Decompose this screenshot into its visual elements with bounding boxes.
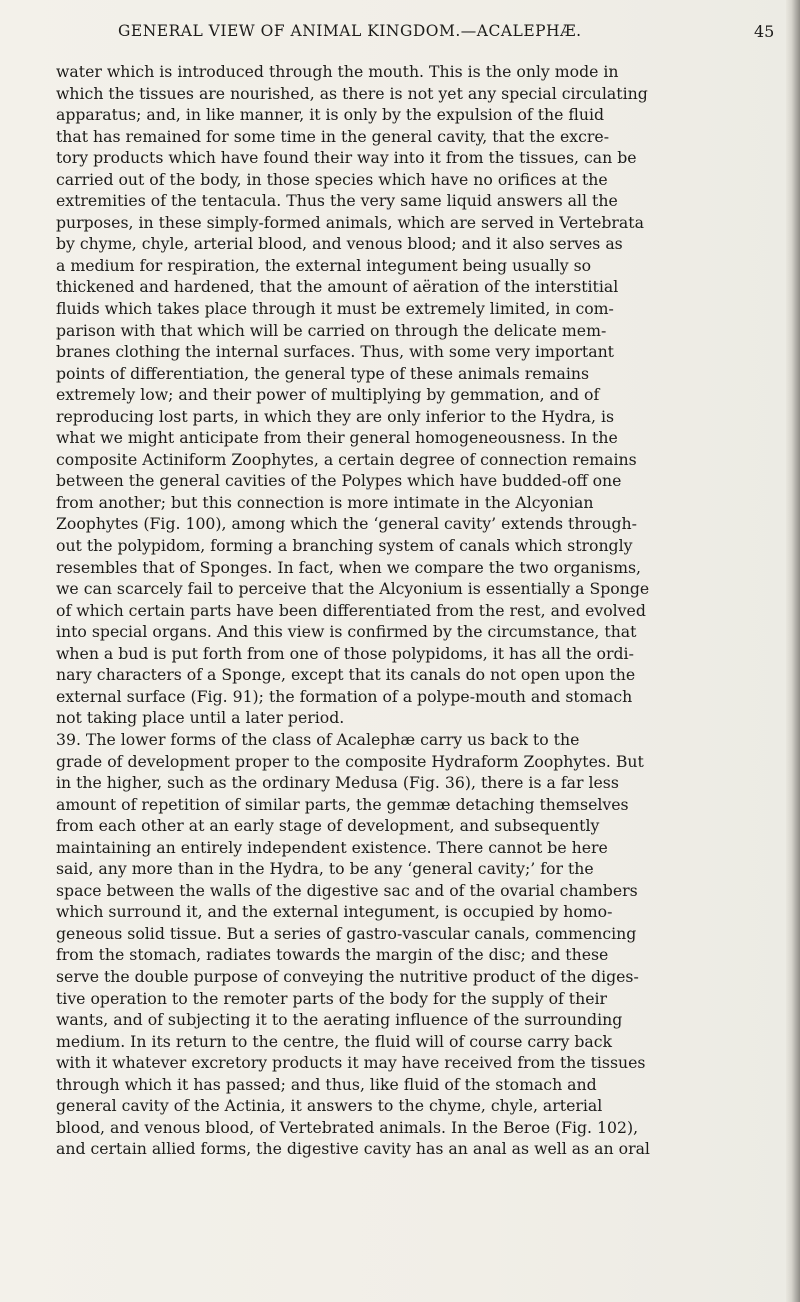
text-line: 39. The lower forms of the class of Acalephæ carry us back to the bbox=[56, 729, 580, 749]
text-line: blood, and venous blood, of Vertebrated animals. In the Beroe (Fig. 102), bbox=[56, 1117, 639, 1137]
text-line: thickened and hardened, that the amount of aëration of the interstitial bbox=[56, 277, 619, 297]
text-line: through which it has passed; and thus, like fluid of the stomach and bbox=[56, 1074, 597, 1094]
text-line: said, any more than in the Hydra, to be any ‘general cavity;’ for the bbox=[56, 859, 594, 879]
text-line: which the tissues are nourished, as there is not yet any special circulating bbox=[56, 83, 648, 103]
text-line: fluids which takes place through it must be extremely limited, in com- bbox=[56, 299, 614, 319]
text-line: nary characters of a Sponge, except that its canals do not open upon the bbox=[56, 665, 636, 685]
text-line: tory products which have found their way into it from the tissues, can be bbox=[56, 148, 637, 168]
text-line: that has remained for some time in the general cavity, that the excre- bbox=[56, 126, 609, 146]
text-line: what we might anticipate from their general homogeneousness. In the bbox=[56, 428, 618, 448]
text-line: apparatus; and, in like manner, it is only by the expulsion of the fluid bbox=[56, 105, 605, 125]
text-line: from another; but this connection is more intimate in the Alcyonian bbox=[56, 492, 594, 512]
text-line: carried out of the body, in those species which have no orifices at the bbox=[56, 169, 608, 189]
text-line: extremities of the tentacula. Thus the very same liquid answers all the bbox=[56, 191, 618, 211]
text-line: by chyme, chyle, arterial blood, and venous blood; and it also serves as bbox=[56, 234, 623, 254]
text-line: we can scarcely fail to perceive that the Alcyonium is essentially a Sponge bbox=[56, 579, 650, 599]
text-line: branes clothing the internal surfaces. Thus, with some very important bbox=[56, 342, 614, 362]
text-line: a medium for respiration, the external integument being usually so bbox=[56, 255, 592, 275]
text-line: points of differentiation, the general type of these animals remains bbox=[56, 363, 589, 383]
running-head: GENERAL VIEW OF ANIMAL KINGDOM.—ACALEPHÆ. bbox=[118, 22, 582, 40]
text-line: when a bud is put forth from one of those polypidoms, it has all the ordi- bbox=[56, 643, 634, 663]
text-line: Zoophytes (Fig. 100), among which the ‘general cavity’ extends through- bbox=[56, 514, 637, 534]
text-line: general cavity of the Actinia, it answers to the chyme, chyle, arterial bbox=[56, 1096, 603, 1116]
text-line: space between the walls of the digestive sac and of the ovarial chambers bbox=[56, 880, 638, 900]
text-line: resembles that of Sponges. In fact, when we compare the two organisms, bbox=[56, 557, 641, 577]
text-line: and certain allied forms, the digestive cavity has an anal as well as an oral bbox=[56, 1139, 650, 1159]
text-line: with it whatever excretory products it may have received from the tissues bbox=[56, 1053, 646, 1073]
text-line: out the polypidom, forming a branching system of canals which strongly bbox=[56, 536, 633, 556]
text-line: amount of repetition of similar parts, the gemmæ detaching themselves bbox=[56, 794, 629, 814]
text-line: composite Actiniform Zoophytes, a certain degree of connection remains bbox=[56, 449, 637, 469]
text-line: not taking place until a later period. bbox=[56, 708, 345, 728]
text-line: water which is introduced through the mouth. This is the only mode in bbox=[56, 62, 619, 81]
text-line: medium. In its return to the centre, the fluid will of course carry back bbox=[56, 1031, 613, 1051]
text-line: between the general cavities of the Polypes which have budded-off one bbox=[56, 471, 622, 491]
text-line: purposes, in these simply-formed animals, which are served in Vertebrata bbox=[56, 212, 644, 232]
body-text bbox=[56, 61, 759, 1160]
page-edge bbox=[786, 0, 800, 1302]
text-line: which surround it, and the external integument, is occupied by homo- bbox=[56, 902, 613, 922]
text-line: from the stomach, radiates towards the margin of the disc; and these bbox=[56, 945, 609, 965]
text-line: of which certain parts have been differentiated from the rest, and evolved bbox=[56, 600, 646, 620]
text-line: serve the double purpose of conveying the nutritive product of the diges- bbox=[56, 966, 639, 986]
text-line: into special organs. And this view is confirmed by the circumstance, that bbox=[56, 622, 637, 642]
text-line: tive operation to the remoter parts of the body for the supply of their bbox=[56, 988, 608, 1008]
text-line: reproducing lost parts, in which they are only inferior to the Hydra, is bbox=[56, 406, 615, 426]
text-line: external surface (Fig. 91); the formation of a polype-mouth and stomach bbox=[56, 686, 633, 706]
text-line: in the higher, such as the ordinary Medusa (Fig. 36), there is a far less bbox=[56, 773, 619, 793]
text-line: parison with that which will be carried on through the delicate mem- bbox=[56, 320, 607, 340]
page-number: 45 bbox=[754, 22, 775, 41]
text-line: extremely low; and their power of multiplying by gemmation, and of bbox=[56, 385, 600, 405]
text-line: geneous solid tissue. But a series of gastro-vascular canals, commencing bbox=[56, 923, 637, 943]
text-line: from each other at an early stage of development, and subsequently bbox=[56, 816, 600, 836]
text-line: grade of development proper to the composite Hydraform Zoophytes. But bbox=[56, 751, 644, 771]
text-line: maintaining an entirely independent existence. There cannot be here bbox=[56, 837, 608, 857]
text-line: wants, and of subjecting it to the aerating influence of the surrounding bbox=[56, 1010, 623, 1030]
